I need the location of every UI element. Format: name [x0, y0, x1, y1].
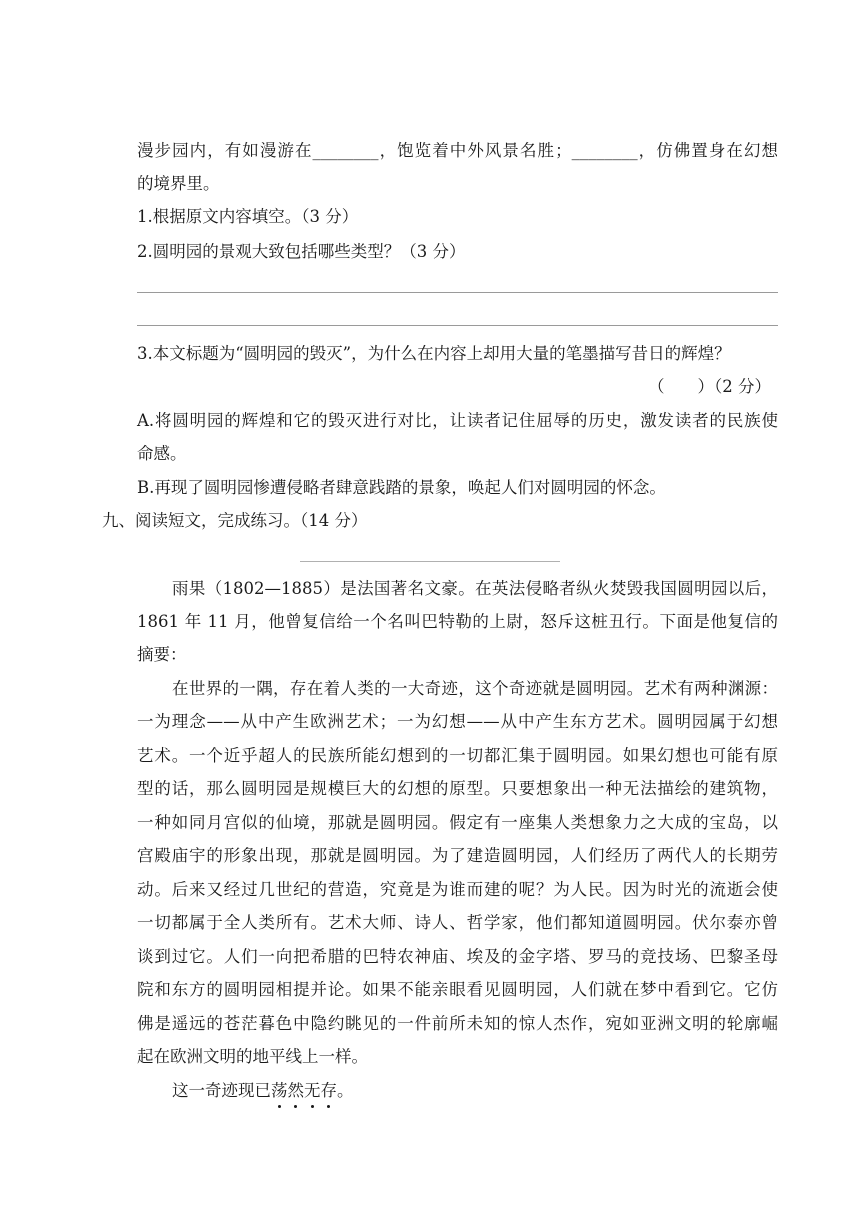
article-p2-line: 院和东方的圆明园相提并论。如果不能亲眼看见圆明园，人们就在梦中看到它。它仿 — [137, 980, 778, 999]
emphasized-char: 然 — [287, 1081, 304, 1100]
emphasized-char: 无 — [304, 1081, 321, 1100]
answer-line[interactable] — [137, 292, 778, 293]
title-placeholder-line — [300, 561, 560, 562]
section-heading: 九、阅读短文，完成练习。（14 分） — [102, 511, 368, 530]
article-p2-line: 宫殿庙宇的形象出现，那就是圆明园。为了建造圆明园，人们经历了两代人的长期劳 — [137, 846, 778, 865]
article-p2-line: 佛是遥远的苍茫暮色中隐约眺见的一件前所未知的惊人杰作，宛如亚洲文明的轮廓崛 — [137, 1014, 778, 1033]
article-p2-line: 一切都属于全人类所有。艺术大师、诗人、哲学家，他们都知道圆明园。伏尔泰亦曾 — [137, 913, 778, 932]
article-p2-line: 一种如同月宫似的仙境，那就是圆明园。假定有一座集人类想象力之大成的宝岛，以 — [137, 813, 778, 832]
article-p2-line: 艺术。一个近乎超人的民族所能幻想到的一切都汇集于圆明园。如果幻想也可能有原 — [137, 746, 778, 765]
question-1: 1.根据原文内容填空。（3 分） — [137, 207, 359, 226]
answer-line[interactable] — [137, 325, 778, 326]
passage-line: 的境界里。 — [137, 174, 220, 193]
article-p2-line: 在世界的一隅，存在着人类的一大奇迹，这个奇迹就是圆明园。艺术有两种渊源： — [172, 679, 778, 698]
option-b: B.再现了圆明园惨遭侵略者肆意践踏的景象，唤起人们对圆明园的怀念。 — [137, 478, 666, 497]
question-2: 2.圆明园的景观大致包括哪些类型？（3 分） — [137, 242, 466, 261]
emphasized-phrase[interactable] — [271, 1080, 337, 1102]
passage-fill-blank-line: 漫步园内，有如漫游在________，饱览着中外风景名胜；________，仿佛置身在幻想 — [137, 141, 778, 160]
question-3-score: （ ）（2 分） — [648, 377, 771, 396]
article-p3-suffix: 。 — [337, 1081, 354, 1100]
article-p1-line: 雨果（1802—1885）是法国著名文豪。在英法侵略者纵火焚毁我国圆明园以后， — [172, 579, 778, 598]
article-p3-line — [172, 1080, 354, 1102]
article-p3-prefix: 这一奇迹现已 — [172, 1081, 271, 1100]
article-p2-line: 谈到过它。人们一向把希腊的巴特农神庙、埃及的金字塔、罗马的竞技场、巴黎圣母 — [137, 947, 778, 966]
question-3: 3.本文标题为“圆明园的毁灭”，为什么在内容上却用大量的笔墨描写昔日的辉煌？ — [137, 344, 731, 363]
article-p2-line: 起在欧洲文明的地平线上一样。 — [137, 1047, 368, 1066]
emphasized-char: 存 — [320, 1081, 337, 1100]
option-a: A.将圆明园的辉煌和它的毁灭进行对比，让读者记住屈辱的历史，激发读者的民族使 — [137, 411, 778, 430]
emphasized-char: 荡 — [271, 1081, 288, 1100]
option-a-continued: 命感。 — [137, 444, 187, 463]
article-p2-line: 型的话，那么圆明园是规模巨大的幻想的原型。只要想象出一种无法描绘的建筑物， — [137, 779, 778, 798]
article-p2-line: 动。后来又经过几世纪的营造，究竟是为谁而建的呢？为人民。因为时光的流逝会使 — [137, 880, 778, 899]
article-p2-line: 一为理念——从中产生欧洲艺术；一为幻想——从中产生东方艺术。圆明园属于幻想 — [137, 712, 778, 731]
article-p1-line: 摘要： — [137, 645, 187, 664]
article-p1-line: 1861 年 11 月，他曾复信给一个名叫巴特勒的上尉，怒斥这桩丑行。下面是他复信的 — [137, 612, 778, 631]
